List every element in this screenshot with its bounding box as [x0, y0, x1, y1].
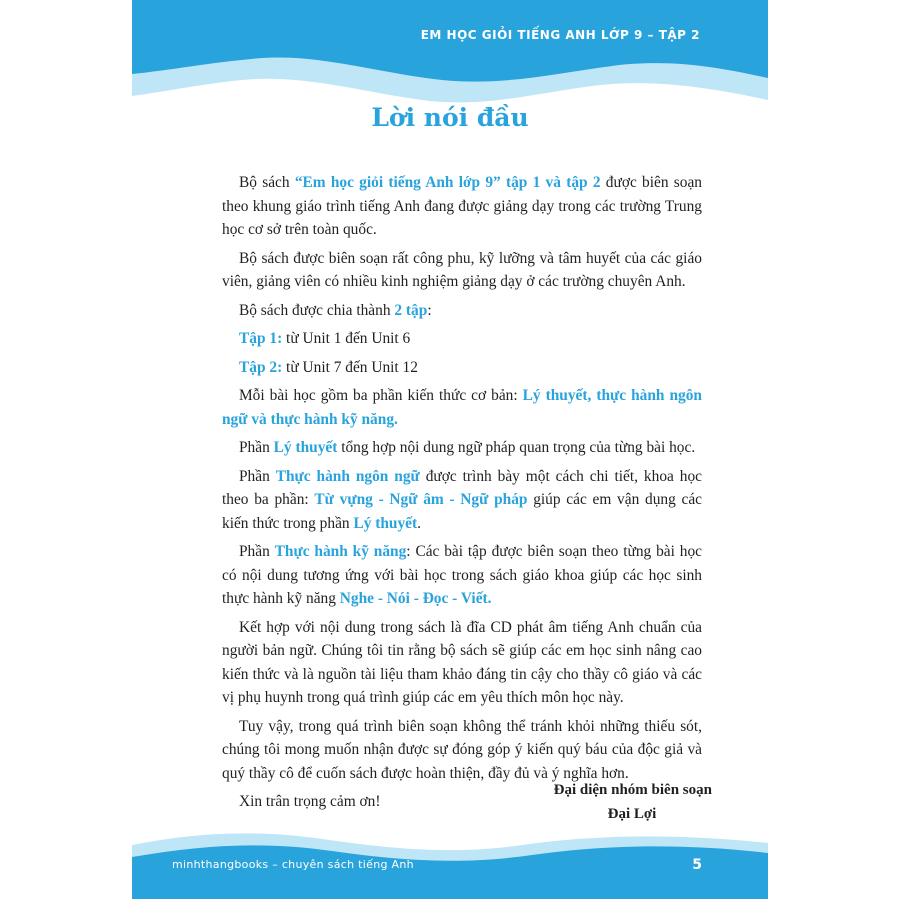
- highlight-text: Nghe - Nói - Đọc - Viết.: [339, 590, 492, 607]
- highlight-text: 2 tập: [394, 301, 428, 319]
- highlight-text: “Em học giỏi tiếng Anh lớp 9” tập 1 và tập 2: [294, 174, 601, 191]
- preface-paragraph: [222, 327, 702, 351]
- preface-paragraph: [222, 299, 702, 323]
- book-title-header: EM HỌC GIỎI TIẾNG ANH LỚP 9 – TẬP 2: [420, 28, 700, 42]
- page-number: 5: [692, 857, 702, 873]
- paragraph-text: giúp các em vận dụng các kiến thức trong phần: [222, 491, 703, 532]
- footer-publisher: minhthangbooks – chuyên sách tiếng Anh: [172, 858, 414, 871]
- paragraph-text: từ Unit 1 đến Unit 6: [282, 330, 411, 347]
- paragraph-text: Mỗi bài học gồm ba phần kiến thức cơ bản:: [239, 387, 523, 404]
- header-wave-band: [132, 0, 768, 115]
- paragraph-text: :: [427, 301, 432, 319]
- paragraph-text: Phần: [239, 439, 274, 456]
- preface-paragraph: [222, 540, 702, 611]
- paragraph-text: .: [417, 514, 422, 532]
- highlight-text: Lý thuyết: [273, 439, 338, 456]
- paragraph-text: Phần: [239, 467, 276, 485]
- paragraph-text: được biên soạn theo khung giáo trình tiếng Anh đang được giảng dạy trong các trường Trung học cơ sở trên toàn quốc.: [222, 174, 702, 238]
- paragraph-text: được trình bày một cách chi tiết, khoa học theo ba phần:: [222, 467, 702, 508]
- paragraph-text: Phần: [239, 543, 275, 560]
- preface-paragraph: [222, 356, 702, 380]
- page-title: Lời nói đầu: [371, 103, 529, 132]
- preface-paragraph: [222, 171, 702, 242]
- preface-paragraph: [222, 715, 702, 786]
- preface-paragraph: [222, 465, 702, 536]
- highlight-text: Từ vựng - Ngữ âm - Ngữ pháp: [314, 491, 528, 508]
- paragraph-text: từ Unit 7 đến Unit 12: [282, 358, 418, 376]
- book-page: [132, 0, 768, 899]
- paragraph-text: tổng hợp nội dung ngữ pháp quan trọng của từng bài học.: [337, 439, 696, 456]
- signature-name: Đại Lợi: [607, 806, 657, 822]
- paragraph-text: Bộ sách được chia thành: [239, 301, 395, 319]
- highlight-text: Tập 1:: [239, 330, 283, 347]
- highlight-text: Lý thuyết: [353, 514, 418, 532]
- preface-body: [222, 171, 702, 819]
- highlight-text: Thực hành kỹ năng: [274, 543, 407, 560]
- paragraph-text: Bộ sách: [239, 174, 295, 191]
- paragraph-text: Tuy vậy, trong quá trình biên soạn không thể tránh khỏi những thiếu sót, chúng tôi mong muốn nhận được sự đóng góp ý kiến quý báu của độc giả và quý thầy cô để cuốn sách được hoàn thiện, đầy đủ và ý nghĩa hơn.: [222, 717, 702, 782]
- preface-paragraph: [222, 436, 702, 460]
- paragraph-text: Xin trân trọng cảm ơn!: [239, 793, 381, 810]
- signature-role: Đại diện nhóm biên soạn: [553, 782, 712, 798]
- paragraph-text: Kết hợp với nội dung trong sách là đĩa CD phát âm tiếng Anh chuẩn của người bản ngữ. Chúng tôi tin rằng bộ sách sẽ giúp các em học sinh nâng cao kiến thức và là nguồn tài liệu tham khảo đáng tin cậy cho thầy cô giáo và các vị phụ huynh trong quá trình giúp các em yêu thích môn học này.: [222, 618, 702, 706]
- highlight-text: Thực hành ngôn ngữ: [275, 467, 420, 485]
- preface-paragraph: [222, 247, 702, 294]
- highlight-text: Tập 2:: [239, 358, 283, 376]
- preface-paragraph: [222, 616, 702, 710]
- paragraph-text: Bộ sách được biên soạn rất công phu, kỹ lưỡng và tâm huyết của các giáo viên, giảng viên có nhiều kinh nghiệm giảng dạy ở các trường chuyên Anh.: [222, 249, 702, 290]
- highlight-text: Lý thuyết, thực hành ngôn ngữ và thực hành kỹ năng.: [222, 387, 702, 428]
- preface-paragraph: [222, 384, 702, 431]
- paragraph-text: : Các bài tập được biên soạn theo từng bài học có nội dung tương ứng với bài học trong sách giáo khoa giúp các học sinh thực hành kỹ năng: [222, 543, 703, 607]
